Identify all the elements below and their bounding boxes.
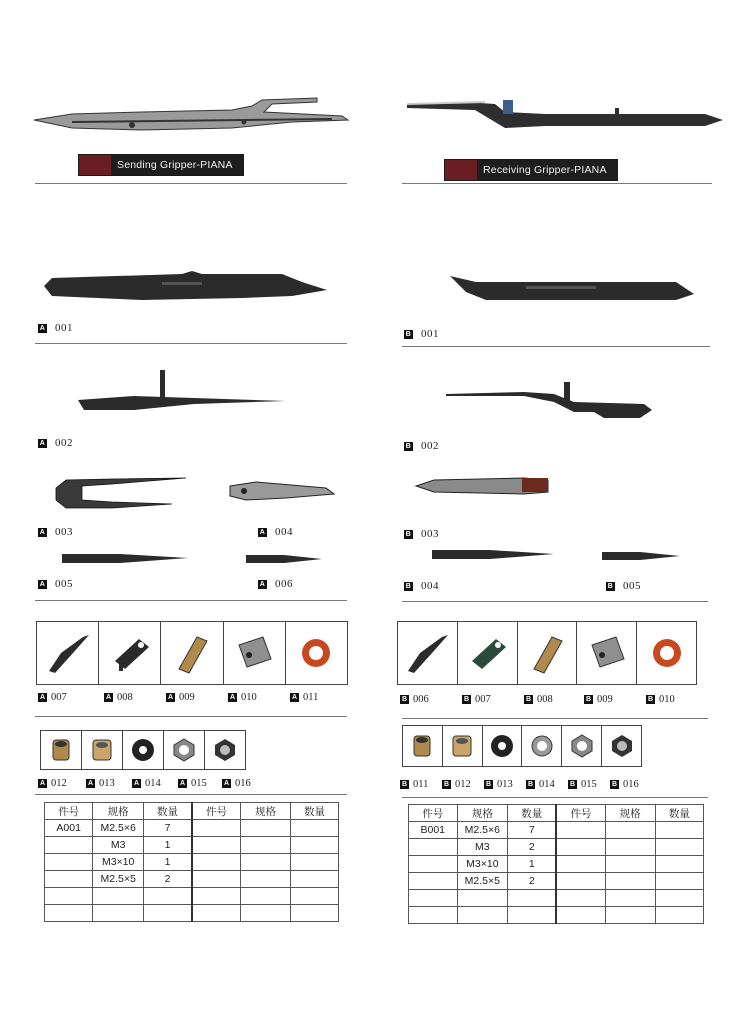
prefix-mark: A <box>223 780 230 787</box>
small-parts-labels <box>38 692 348 703</box>
label-number: 013 <box>99 778 115 789</box>
table-cell: A001 <box>45 820 93 837</box>
prefix-mark: A <box>39 580 46 588</box>
table-cell: 7 <box>143 820 192 837</box>
divider <box>35 183 347 184</box>
part-a012-image <box>47 736 75 764</box>
table-cell <box>192 854 241 871</box>
header-cell: 数量 <box>143 803 192 820</box>
table-row <box>409 907 704 924</box>
part-a015-image <box>170 736 198 764</box>
part-b011-image <box>408 732 436 760</box>
part-b013-cell <box>483 726 523 766</box>
table-cell <box>240 820 290 837</box>
receiving-gripper-assembly-image <box>405 92 725 134</box>
table-cell: M2.5×6 <box>457 822 508 839</box>
table-cell <box>143 888 192 905</box>
part-b014-cell <box>522 726 562 766</box>
table-cell <box>508 907 557 924</box>
table-cell <box>240 888 290 905</box>
part-a001-image <box>42 268 332 304</box>
table-cell <box>655 907 703 924</box>
hardware-box <box>402 725 642 767</box>
label-number: 007 <box>51 692 67 703</box>
part-b008-image <box>522 631 572 675</box>
label-number: 002 <box>55 437 73 449</box>
part-a008-image <box>105 631 155 675</box>
part-b010-image <box>642 631 692 675</box>
label-b013 <box>484 779 526 790</box>
label-a011 <box>290 692 348 703</box>
table-row <box>409 839 704 856</box>
table-cell <box>556 873 605 890</box>
label-number: 016 <box>623 779 639 790</box>
header-cell: 件号 <box>45 803 93 820</box>
label-number: 004 <box>275 526 293 538</box>
label-a015 <box>178 778 222 789</box>
table-cell <box>290 871 338 888</box>
table-cell: M2.5×6 <box>93 820 144 837</box>
part-b007-cell <box>458 622 518 684</box>
divider <box>35 343 347 344</box>
label-number: 015 <box>191 778 207 789</box>
table-cell <box>457 907 508 924</box>
divider <box>402 346 710 347</box>
divider <box>35 600 347 601</box>
prefix-mark: B <box>485 781 492 788</box>
small-parts-labels <box>400 694 700 705</box>
table-cell <box>605 839 655 856</box>
table-header-row <box>409 805 704 822</box>
divider <box>35 794 347 795</box>
part-b006-cell <box>398 622 458 684</box>
label-b016 <box>610 779 652 790</box>
label-a002 <box>38 437 73 449</box>
header-cell: 数量 <box>655 805 703 822</box>
part-b014-image <box>528 732 556 760</box>
prefix-mark: A <box>229 694 236 701</box>
prefix-mark: B <box>405 582 412 590</box>
part-b009-image <box>582 631 632 675</box>
table-cell <box>655 873 703 890</box>
table-cell <box>192 905 241 922</box>
label-a001 <box>38 322 73 334</box>
table-cell: M2.5×5 <box>93 871 144 888</box>
part-a005-image <box>60 552 190 566</box>
table-cell: 1 <box>143 837 192 854</box>
table-cell <box>45 837 93 854</box>
divider <box>402 797 708 798</box>
part-a011-image <box>291 631 341 675</box>
label-number: 003 <box>421 528 439 540</box>
part-b008-cell <box>518 622 578 684</box>
table-cell <box>240 871 290 888</box>
prefix-mark: A <box>39 439 46 447</box>
table-cell <box>93 905 144 922</box>
part-a012-cell <box>41 731 82 769</box>
label-a006 <box>258 578 293 590</box>
title-text: Sending Gripper-PIANA <box>111 155 243 175</box>
part-a011-cell <box>286 622 347 684</box>
part-b005-image <box>600 550 682 562</box>
table-row <box>409 890 704 907</box>
prefix-mark: B <box>405 530 412 538</box>
label-number: 004 <box>421 580 439 592</box>
label-number: 008 <box>537 694 553 705</box>
table-cell: M2.5×5 <box>457 873 508 890</box>
table-cell: 7 <box>508 822 557 839</box>
label-a013 <box>86 778 132 789</box>
table-cell <box>45 854 93 871</box>
part-a009-image <box>167 631 217 675</box>
table-row <box>45 905 339 922</box>
label-a005 <box>38 578 73 590</box>
prefix-mark: A <box>105 694 112 701</box>
table-cell <box>290 820 338 837</box>
header-cell: 规格 <box>605 805 655 822</box>
header-cell: 数量 <box>508 805 557 822</box>
prefix-mark: B <box>405 442 412 450</box>
label-a004 <box>258 526 293 538</box>
label-b010 <box>646 694 696 705</box>
table-cell: M3×10 <box>457 856 508 873</box>
label-b004 <box>404 580 439 592</box>
table-cell <box>143 905 192 922</box>
table-row <box>409 856 704 873</box>
prefix-mark: A <box>39 694 46 701</box>
prefix-mark: B <box>527 781 534 788</box>
label-number: 003 <box>55 526 73 538</box>
part-a013-image <box>88 736 116 764</box>
table-cell <box>556 839 605 856</box>
part-b001-image <box>446 272 696 304</box>
label-number: 015 <box>581 779 597 790</box>
table-cell <box>240 905 290 922</box>
part-b010-cell <box>637 622 696 684</box>
small-parts-box <box>36 621 348 685</box>
label-number: 010 <box>659 694 675 705</box>
part-b016-image <box>608 732 636 760</box>
prefix-mark: B <box>443 781 450 788</box>
table-cell <box>192 871 241 888</box>
header-cell: 规格 <box>240 803 290 820</box>
prefix-mark: B <box>585 696 592 703</box>
label-number: 007 <box>475 694 491 705</box>
prefix-mark: B <box>647 696 654 703</box>
label-a008 <box>100 692 166 703</box>
table-cell: 2 <box>508 839 557 856</box>
part-a015-cell <box>164 731 205 769</box>
table-cell: 1 <box>143 854 192 871</box>
prefix-mark: B <box>463 696 470 703</box>
table-cell: 2 <box>508 873 557 890</box>
part-b013-image <box>488 732 516 760</box>
part-b004-image <box>430 548 556 562</box>
part-a014-image <box>129 736 157 764</box>
small-parts-box <box>397 621 697 685</box>
label-b008 <box>524 694 584 705</box>
table-cell <box>290 888 338 905</box>
table-cell <box>290 905 338 922</box>
prefix-mark: B <box>569 781 576 788</box>
table-cell <box>290 854 338 871</box>
part-a016-cell <box>205 731 245 769</box>
part-b007-image <box>462 631 512 675</box>
divider <box>35 716 347 717</box>
sending-gripper-assembly-image <box>32 92 352 137</box>
prefix-mark: A <box>259 528 266 536</box>
part-a009-cell <box>161 622 223 684</box>
table-cell <box>655 822 703 839</box>
hardware-labels <box>38 778 268 789</box>
label-b015 <box>568 779 610 790</box>
table-cell: M3 <box>457 839 508 856</box>
table-row <box>409 873 704 890</box>
prefix-mark: B <box>525 696 532 703</box>
table-cell <box>655 856 703 873</box>
label-number: 005 <box>55 578 73 590</box>
label-b014 <box>526 779 568 790</box>
table-cell <box>457 890 508 907</box>
table-cell <box>605 890 655 907</box>
table-cell <box>192 820 241 837</box>
label-b005 <box>606 580 641 592</box>
divider <box>402 601 708 602</box>
hardware-box <box>40 730 246 770</box>
part-b006-image <box>402 631 452 675</box>
prefix-mark: A <box>87 780 94 787</box>
receiving-gripper-title <box>444 159 618 181</box>
label-number: 011 <box>303 692 319 703</box>
part-b012-image <box>448 732 476 760</box>
prefix-mark: B <box>611 781 618 788</box>
header-cell: 规格 <box>457 805 508 822</box>
prefix-mark: A <box>39 528 46 536</box>
label-number: 005 <box>623 580 641 592</box>
prefix-mark: B <box>401 696 408 703</box>
table-cell <box>409 890 458 907</box>
table-cell: M3×10 <box>93 854 144 871</box>
table-row <box>45 871 339 888</box>
label-a007 <box>38 692 100 703</box>
label-number: 008 <box>117 692 133 703</box>
label-b006 <box>400 694 462 705</box>
table-cell <box>409 873 458 890</box>
table-cell <box>192 888 241 905</box>
table-cell: 1 <box>508 856 557 873</box>
table-cell <box>409 907 458 924</box>
label-number: 006 <box>275 578 293 590</box>
prefix-mark: A <box>133 780 140 787</box>
label-number: 009 <box>179 692 195 703</box>
label-b001 <box>404 328 439 340</box>
prefix-mark: A <box>39 324 46 332</box>
prefix-mark: B <box>405 330 412 338</box>
table-cell <box>409 839 458 856</box>
label-b002 <box>404 440 439 452</box>
part-a013-cell <box>82 731 123 769</box>
table-cell: B001 <box>409 822 458 839</box>
label-a016 <box>222 778 268 789</box>
table-header-row <box>45 803 339 820</box>
part-a002-image <box>74 368 294 416</box>
table-cell <box>556 890 605 907</box>
table-cell <box>409 856 458 873</box>
label-number: 011 <box>413 779 429 790</box>
table-cell <box>508 890 557 907</box>
table-cell <box>605 856 655 873</box>
label-a012 <box>38 778 86 789</box>
table-cell <box>290 837 338 854</box>
label-a003 <box>38 526 73 538</box>
prefix-mark: A <box>39 780 46 787</box>
part-a003-image <box>52 474 190 514</box>
label-b012 <box>442 779 484 790</box>
part-a004-image <box>226 478 336 506</box>
part-b009-cell <box>577 622 637 684</box>
label-a014 <box>132 778 178 789</box>
part-b015-image <box>568 732 596 760</box>
label-number: 002 <box>421 440 439 452</box>
label-a010 <box>228 692 290 703</box>
part-b015-cell <box>562 726 602 766</box>
table-cell <box>240 837 290 854</box>
label-b007 <box>462 694 524 705</box>
part-b012-cell <box>443 726 483 766</box>
part-a006-image <box>244 553 324 565</box>
label-b009 <box>584 694 646 705</box>
label-number: 001 <box>55 322 73 334</box>
prefix-mark: A <box>259 580 266 588</box>
header-cell: 规格 <box>93 803 144 820</box>
part-b003-image <box>414 474 554 498</box>
label-a009 <box>166 692 228 703</box>
spec-table-right <box>408 804 704 924</box>
prefix-mark: A <box>291 694 298 701</box>
label-b011 <box>400 779 442 790</box>
label-number: 012 <box>455 779 471 790</box>
table-cell <box>556 856 605 873</box>
table-row <box>45 854 339 871</box>
label-number: 001 <box>421 328 439 340</box>
table-cell: M3 <box>93 837 144 854</box>
prefix-mark: A <box>167 694 174 701</box>
table-row <box>45 888 339 905</box>
table-cell: 2 <box>143 871 192 888</box>
label-number: 009 <box>597 694 613 705</box>
table-row <box>409 822 704 839</box>
prefix-mark: A <box>179 780 186 787</box>
table-cell <box>240 854 290 871</box>
table-cell <box>605 873 655 890</box>
title-accent <box>445 160 477 180</box>
label-number: 016 <box>235 778 251 789</box>
label-b003 <box>404 528 439 540</box>
table-cell <box>45 888 93 905</box>
part-b016-cell <box>602 726 641 766</box>
part-b002-image <box>444 378 656 424</box>
divider <box>402 183 712 184</box>
table-cell <box>655 839 703 856</box>
table-cell <box>192 837 241 854</box>
part-a007-cell <box>37 622 99 684</box>
part-a008-cell <box>99 622 161 684</box>
divider <box>402 718 708 719</box>
part-a014-cell <box>123 731 164 769</box>
table-cell <box>556 822 605 839</box>
header-cell: 件号 <box>409 805 458 822</box>
label-number: 013 <box>497 779 513 790</box>
label-number: 010 <box>241 692 257 703</box>
label-number: 014 <box>539 779 555 790</box>
sending-gripper-title <box>78 154 244 176</box>
prefix-mark: B <box>401 781 408 788</box>
title-accent <box>79 155 111 175</box>
table-cell <box>45 905 93 922</box>
table-cell <box>93 888 144 905</box>
table-row <box>45 837 339 854</box>
header-cell: 数量 <box>290 803 338 820</box>
label-number: 014 <box>145 778 161 789</box>
label-number: 006 <box>413 694 429 705</box>
part-b011-cell <box>403 726 443 766</box>
table-cell <box>45 871 93 888</box>
spec-table-left <box>44 802 339 922</box>
table-cell <box>556 907 605 924</box>
part-a007-image <box>43 631 93 675</box>
table-cell <box>605 822 655 839</box>
table-cell <box>655 890 703 907</box>
hardware-labels <box>400 779 660 790</box>
part-a010-cell <box>224 622 286 684</box>
table-cell <box>605 907 655 924</box>
prefix-mark: B <box>607 582 614 590</box>
part-a016-image <box>211 736 239 764</box>
label-number: 012 <box>51 778 67 789</box>
part-a010-image <box>229 631 279 675</box>
table-row <box>45 820 339 837</box>
header-cell: 件号 <box>556 805 605 822</box>
title-text: Receiving Gripper-PIANA <box>477 160 617 180</box>
header-cell: 件号 <box>192 803 241 820</box>
